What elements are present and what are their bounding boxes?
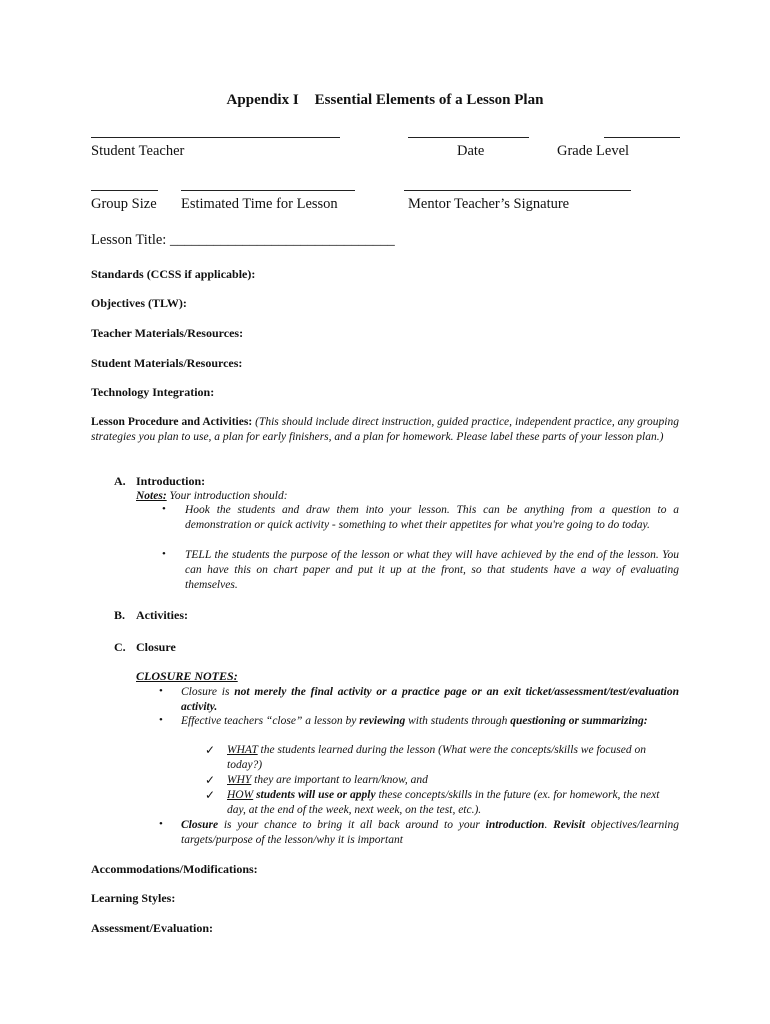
procedure-heading: Lesson Procedure and Activities:	[91, 416, 253, 428]
closure-b2-bold2: questioning or summarizing:	[510, 715, 648, 727]
check1-underline: WHAT	[227, 744, 258, 756]
grade-level-line[interactable]	[604, 137, 680, 138]
intro-notes	[136, 489, 288, 504]
checkmark-icon: ✓	[205, 788, 216, 802]
check1-text: the students learned during the lesson (What were the concepts/skills we focused on today?)	[227, 744, 646, 771]
intro-notes-label: Notes:	[136, 490, 167, 502]
group-size-label: Group Size	[91, 196, 157, 212]
intro-letter: A.	[114, 474, 126, 488]
closure-check-3	[227, 788, 679, 818]
closure-b3-bold2: introduction	[485, 819, 545, 831]
bullet-icon: •	[159, 818, 163, 830]
closure-b3-mid: is your chance to bring it all back around to your	[218, 819, 486, 831]
accommodations-heading: Accommodations/Modifications:	[91, 862, 258, 876]
intro-bullet-1: Hook the students and draw them into your lesson. This can be anything from a question to a demonstration or quick activity - something to whet their appetites for what you're going to do today.	[185, 504, 679, 531]
mentor-signature-label: Mentor Teacher’s Signature	[408, 196, 570, 212]
closure-notes-label: CLOSURE NOTES:	[136, 669, 238, 683]
closure-b2-bold1: reviewing	[359, 715, 406, 727]
closure-b3-mid2: .	[544, 819, 554, 831]
check3-text: these concepts/skills in the future (ex. for homework, the next day, at the end of the week, next week, on the test, etc.).	[227, 789, 660, 816]
closure-check-2	[227, 773, 679, 788]
closure-b3-rest: objectives/learning targets/purpose of the lesson/why it is important	[181, 819, 679, 846]
check3-underline: HOW	[227, 789, 254, 801]
procedure-paragraph	[91, 415, 679, 445]
appendix-label: Appendix I	[226, 92, 299, 108]
closure-bullet-1	[181, 685, 679, 715]
checkmark-icon: ✓	[205, 773, 216, 787]
closure-bullet-3	[181, 818, 679, 848]
mentor-signature-line[interactable]	[404, 190, 631, 191]
closure-heading: Closure	[136, 640, 176, 654]
lesson-title-field[interactable]: Lesson Title: _______________________________	[91, 232, 395, 248]
student-materials-heading: Student Materials/Resources:	[91, 356, 243, 370]
bullet-icon: •	[159, 685, 163, 697]
check2-underline: WHY	[227, 774, 252, 786]
technology-heading: Technology Integration:	[91, 385, 215, 399]
objectives-heading: Objectives (TLW):	[91, 296, 187, 310]
bullet-icon: •	[162, 548, 166, 560]
assessment-heading: Assessment/Evaluation:	[91, 921, 214, 935]
closure-check-1	[227, 743, 679, 773]
bullet-icon: •	[162, 503, 166, 515]
date-line[interactable]	[408, 137, 529, 138]
title-main: Essential Elements of a Lesson Plan	[314, 92, 544, 108]
checkmark-icon: ✓	[205, 743, 216, 757]
intro-heading: Introduction:	[136, 474, 206, 488]
estimated-time-line[interactable]	[181, 190, 355, 191]
intro-bullet-2: TELL the students the purpose of the lesson or what they will have achieved by the end of the lesson. You can have this on chart paper and put it up at the front, so that students have a way of evaluating themselves.	[185, 549, 679, 591]
closure-b2-text: Effective teachers “close” a lesson by	[181, 715, 360, 727]
intro-notes-text: Your introduction should:	[166, 490, 288, 502]
student-teacher-line[interactable]	[91, 137, 340, 138]
closure-b3-bold1: Closure	[181, 819, 219, 831]
closure-bullet-2	[181, 714, 679, 729]
bullet-icon: •	[159, 714, 163, 726]
closure-b1-bold: not merely the final activity or a practice page or an exit ticket/assessment/test/evaluation activity.	[181, 686, 679, 713]
closure-b3-bold3: Revisit	[553, 819, 586, 831]
estimated-time-label: Estimated Time for Lesson	[181, 196, 338, 212]
closure-b2-mid: with students through	[405, 715, 511, 727]
learning-styles-heading: Learning Styles:	[91, 891, 176, 905]
closure-b1-text: Closure is	[181, 686, 235, 698]
grade-level-label: Grade Level	[557, 143, 630, 159]
check2-text: they are important to learn/know, and	[251, 774, 428, 786]
check3-bold: students will use or apply	[253, 789, 376, 801]
procedure-note: (This should include direct instruction, guided practice, independent practice, any grouping strategies you plan to use, a plan for early finishers, and a plan for homework. Please label these parts of your lesson plan.)	[91, 416, 679, 443]
group-size-line[interactable]	[91, 190, 158, 191]
student-teacher-label: Student Teacher	[91, 143, 185, 159]
closure-letter: C.	[114, 640, 126, 654]
activities-heading: Activities:	[136, 608, 188, 622]
page-title	[0, 92, 770, 109]
standards-heading: Standards (CCSS if applicable):	[91, 267, 256, 281]
date-label: Date	[457, 143, 485, 159]
teacher-materials-heading: Teacher Materials/Resources:	[91, 326, 244, 340]
activities-letter: B.	[114, 608, 126, 622]
